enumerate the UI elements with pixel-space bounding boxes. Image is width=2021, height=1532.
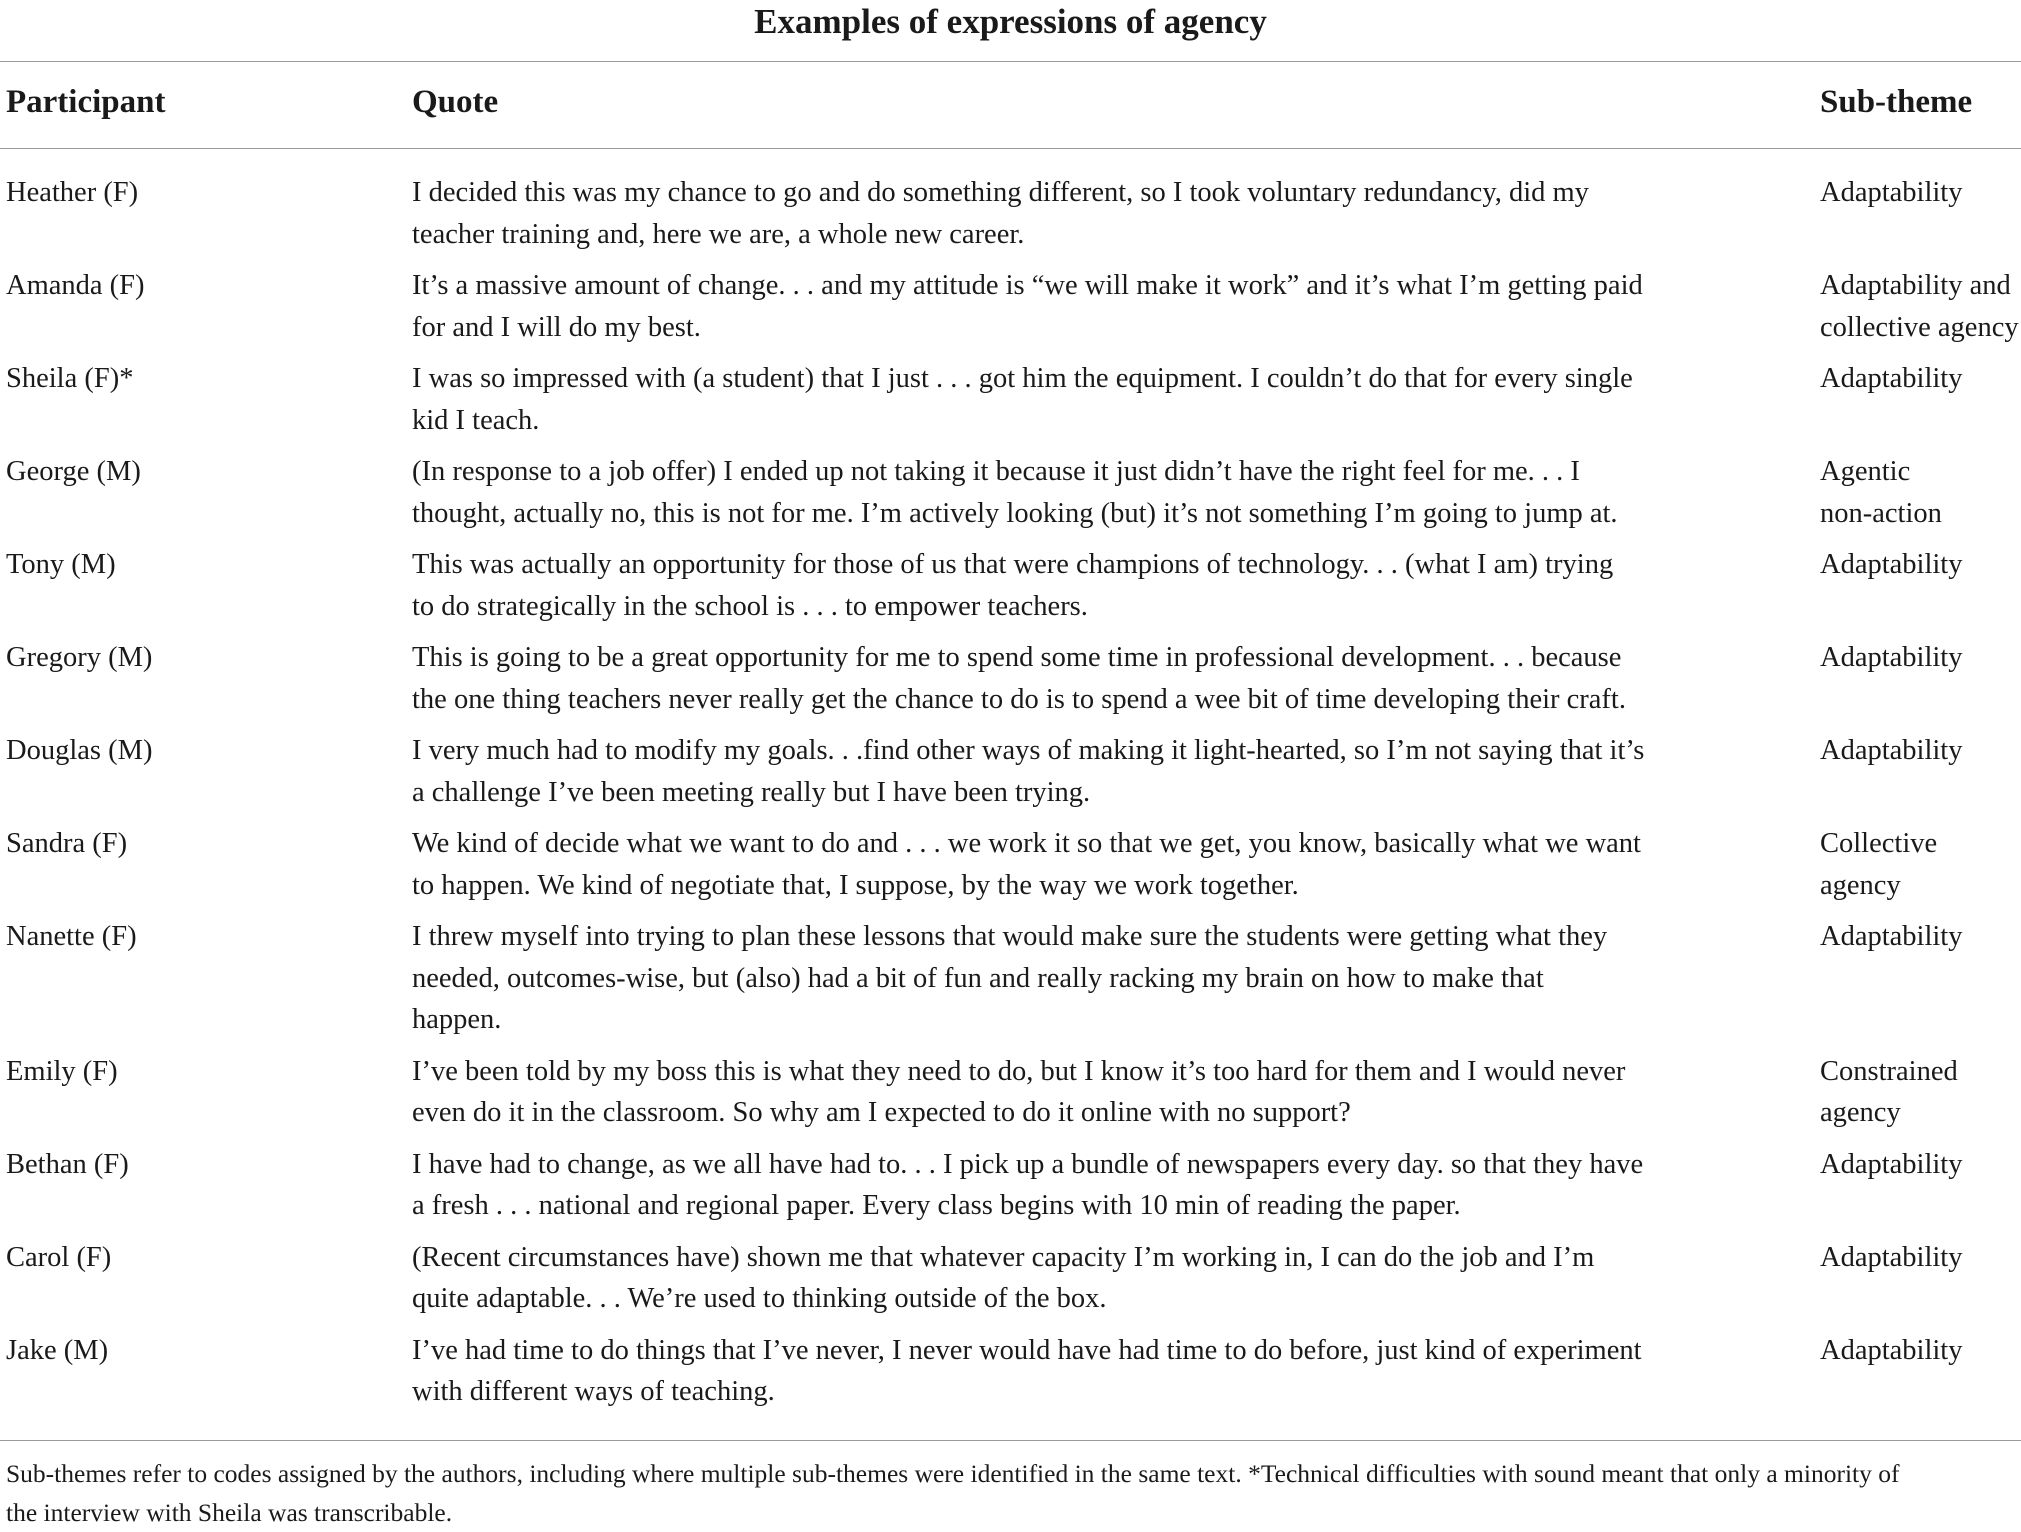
subtheme-line: Adaptability	[1820, 642, 1963, 673]
quote-cell	[412, 451, 1672, 534]
participant-cell: Tony (M)	[6, 549, 116, 580]
quote-line: to happen. We kind of negotiate that, I suppose, by the way we work together.	[412, 869, 1299, 901]
subtheme-cell	[1820, 544, 2021, 586]
quote-line: happen.	[412, 1004, 502, 1035]
quote-line: We kind of decide what we want to do and . . . we work it so that we get, you know, basically what we want	[412, 828, 1641, 859]
quote-line: kid I teach.	[412, 404, 540, 436]
quote-line: I very much had to modify my goals. . .find other ways of making it light-hearted, so I’m not saying that it’s	[412, 735, 1645, 766]
quote-line: (Recent circumstances have) shown me that whatever capacity I’m working in, I can do the job and I’m	[412, 1241, 1595, 1273]
subtheme-line: Adaptability	[1820, 1334, 1963, 1366]
subtheme-line: Adaptability and	[1820, 270, 2011, 301]
subtheme-line: non-action	[1820, 497, 1942, 529]
quote-line: I’ve had time to do things that I’ve never, I never would have had time to do before, just kind of experiment	[412, 1334, 1642, 1366]
participant-cell: Heather (F)	[6, 177, 139, 208]
quote-line: I have had to change, as we all have had to. . . I pick up a bundle of newspapers every day. so that they have	[412, 1148, 1644, 1180]
quote-line: teacher training and, here we are, a whole new career.	[412, 218, 1025, 250]
quote-line: I decided this was my chance to go and do something different, so I took voluntary redundancy, did my	[412, 177, 1589, 208]
table-footnote	[6, 1454, 2016, 1532]
table-body	[0, 172, 2021, 1423]
subtheme-line: agency	[1820, 1097, 1901, 1128]
subtheme-line: Adaptability	[1820, 549, 1963, 580]
subtheme-cell	[1820, 172, 2021, 214]
participant-cell: Amanda (F)	[6, 270, 145, 301]
participant-cell: Douglas (M)	[6, 735, 153, 766]
quote-cell	[412, 637, 1672, 720]
quote-cell	[412, 1051, 1672, 1134]
subtheme-cell	[1820, 1144, 2021, 1186]
quote-line: needed, outcomes-wise, but (also) had a bit of fun and really racking my brain on how to make that	[412, 962, 1544, 994]
header-subtheme: Sub-theme	[1820, 84, 1973, 120]
subtheme-cell	[1820, 916, 2021, 958]
footnote-line: Sub-themes refer to codes assigned by the authors, including where multiple sub-themes were identified in the same text. *Technical difficulties with sound meant that only a minority of	[6, 1459, 1900, 1488]
quote-line: quite adaptable. . . We’re used to thinking outside of the box.	[412, 1283, 1107, 1314]
participant-cell: Emily (F)	[6, 1055, 118, 1087]
quote-line: I’ve been told by my boss this is what they need to do, but I know it’s too hard for them and I would never	[412, 1055, 1626, 1087]
participant-cell: Sandra (F)	[6, 828, 128, 859]
header-rule	[0, 148, 2021, 149]
participant-cell: Gregory (M)	[6, 642, 153, 673]
quote-cell	[412, 823, 1672, 906]
table-row	[0, 265, 2021, 358]
subtheme-line: Adaptability	[1820, 921, 1963, 952]
quote-line: even do it in the classroom. So why am I expected to do it online with no support?	[412, 1097, 1351, 1128]
quote-cell	[412, 265, 1672, 348]
subtheme-cell	[1820, 730, 2021, 772]
top-rule	[0, 61, 2021, 62]
subtheme-cell	[1820, 358, 2021, 400]
participant-cell: George (M)	[6, 456, 141, 487]
quote-line: the one thing teachers never really get the chance to do is to spend a wee bit of time developing their craft.	[412, 683, 1626, 715]
quote-cell	[412, 1144, 1672, 1227]
subtheme-cell	[1820, 451, 2021, 534]
quote-line: It’s a massive amount of change. . . and my attitude is “we will make it work” and it’s what I’m getting paid	[412, 270, 1643, 301]
quote-line: (In response to a job offer) I ended up not taking it because it just didn’t have the right feel for me. . . I	[412, 456, 1580, 487]
subtheme-line: Agentic	[1820, 456, 1911, 487]
table-row	[0, 451, 2021, 544]
quote-cell	[412, 916, 1672, 1041]
header-quote: Quote	[412, 84, 499, 120]
table-row	[0, 823, 2021, 916]
table-row	[0, 637, 2021, 730]
table-row	[0, 730, 2021, 823]
table-row	[0, 544, 2021, 637]
participant-cell: Jake (M)	[6, 1334, 109, 1366]
subtheme-cell	[1820, 637, 2021, 679]
subtheme-line: Adaptability	[1820, 1241, 1963, 1273]
subtheme-cell	[1820, 823, 2021, 906]
quote-cell	[412, 730, 1672, 813]
table-row	[0, 916, 2021, 1051]
table-row	[0, 358, 2021, 451]
quote-line: to do strategically in the school is . . . to empower teachers.	[412, 590, 1088, 622]
bottom-rule	[0, 1440, 2021, 1441]
subtheme-line: Adaptability	[1820, 363, 1963, 394]
table-row	[0, 1144, 2021, 1237]
table-row	[0, 1051, 2021, 1144]
quote-line: a fresh . . . national and regional paper. Every class begins with 10 min of reading the paper.	[412, 1190, 1461, 1221]
quote-line: This is going to be a great opportunity for me to spend some time in professional development. . . because	[412, 642, 1622, 673]
quote-line: I threw myself into trying to plan these lessons that would make sure the students were getting what they	[412, 921, 1608, 952]
subtheme-cell	[1820, 1330, 2021, 1372]
subtheme-cell	[1820, 265, 2021, 348]
quote-cell	[412, 1330, 1672, 1413]
participant-cell: Bethan (F)	[6, 1148, 129, 1180]
quote-line: with different ways of teaching.	[412, 1376, 775, 1407]
table-row	[0, 1237, 2021, 1330]
participant-cell: Sheila (F)*	[6, 363, 134, 394]
subtheme-line: collective agency	[1820, 311, 2019, 343]
quote-line: thought, actually no, this is not for me. I’m actively looking (but) it’s not something I’m going to jump at.	[412, 497, 1618, 529]
subtheme-cell	[1820, 1237, 2021, 1279]
participant-cell: Nanette (F)	[6, 921, 137, 952]
header-participant: Participant	[6, 84, 166, 120]
subtheme-line: agency	[1820, 869, 1901, 901]
participant-cell: Carol (F)	[6, 1241, 112, 1273]
quote-cell	[412, 172, 1672, 255]
quote-line: I was so impressed with (a student) that I just . . . got him the equipment. I couldn’t do that for every single	[412, 363, 1633, 394]
subtheme-line: Adaptability	[1820, 735, 1963, 766]
subtheme-line: Constrained	[1820, 1055, 1958, 1087]
quote-cell	[412, 1237, 1672, 1320]
subtheme-line: Collective	[1820, 828, 1938, 859]
quote-cell	[412, 358, 1672, 441]
table-title: Examples of expressions of agency	[754, 2, 1267, 41]
subtheme-line: Adaptability	[1820, 1148, 1963, 1180]
table-row	[0, 172, 2021, 265]
quote-line: a challenge I’ve been meeting really but I have been trying.	[412, 776, 1091, 808]
footnote-line: the interview with Sheila was transcribable.	[6, 1498, 453, 1527]
quote-cell	[412, 544, 1672, 627]
subtheme-line: Adaptability	[1820, 177, 1963, 208]
subtheme-cell	[1820, 1051, 2021, 1134]
quote-line: for and I will do my best.	[412, 311, 701, 343]
quote-line: This was actually an opportunity for those of us that were champions of technology. . . (what I am) trying	[412, 549, 1614, 580]
table-row	[0, 1330, 2021, 1423]
